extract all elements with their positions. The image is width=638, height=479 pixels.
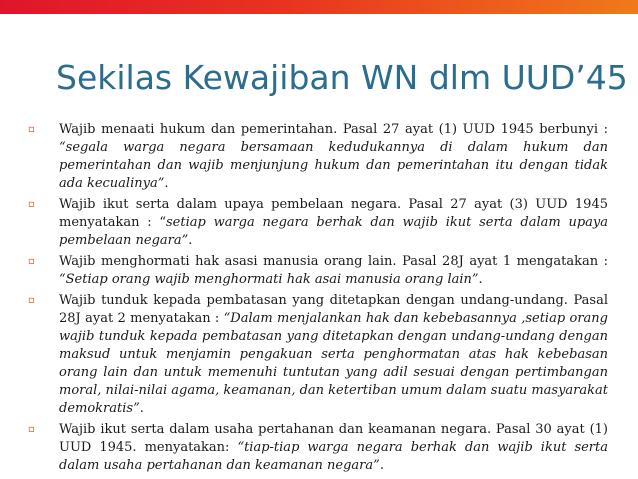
bullet-item-1 (28, 121, 608, 193)
bullet-square-icon: ▫ (28, 199, 35, 210)
bullet-item-3 (28, 253, 608, 289)
bullet-2-quote: setiap warga negara berhak dan wajib ikut serta dalam upaya pembelaan negara” (59, 215, 609, 248)
bullet-square-icon: ▫ (28, 295, 35, 306)
bullet-item-4 (28, 292, 608, 418)
bullet-square-icon: ▫ (28, 124, 35, 135)
bullet-3-quote: “Setiap orang wajib menghormati hak asai manusia orang lain” (59, 272, 479, 287)
bullet-square-icon: ▫ (28, 256, 35, 267)
bullet-5-quote: “tiap-tiap warga negara berhak dan wajib ikut serta dalam usaha pertahanan dan keamanan negara” (59, 440, 608, 473)
bullet-4-text: Wajib tunduk kepada pembatasan yang ditetapkan dengan undang-undang. Pasal 28J ayat 2 menyatakan : (59, 293, 608, 326)
bullet-3-tail: . (478, 272, 483, 287)
bullet-1-text: Wajib menaati hukum dan pemerintahan. Pasal 27 ayat (1) UUD 1945 berbunyi : (59, 122, 608, 137)
bullet-5-tail: . (379, 458, 384, 473)
bullet-item-2 (28, 196, 608, 250)
bullet-2-text: Wajib ikut serta dalam upaya pembelaan negara. Pasal 27 ayat (3) UUD 1945 menyatakan : “ (59, 197, 608, 230)
bullet-4-quote: “Dalam menjalankan hak dan kebebasannya ,setiap orang wajib tunduk kepada pembatasan yang ditetapkan dengan undang-undang dengan maksud untuk menjamin pengakuan serta penghormatan atas hak kebebasan orang lain dan untuk memenuhi tuntutan yang adil sesuai dengan pertimbangan moral, nilai-nilai agama, keamanan, dan ketertiban umum dalam suatu masyarakat demokratis” (59, 311, 608, 416)
slide-title: Sekilas Kewajiban WN dlm UUD’45 (56, 58, 628, 97)
bullet-2-tail: . (188, 233, 193, 248)
bullet-list (28, 121, 608, 478)
bullet-square-icon: ▫ (28, 424, 35, 435)
bullet-5-text: Wajib ikut serta dalam usaha pertahanan dan keamanan negara. Pasal 30 ayat (1) UUD 1945. menyatakan: (59, 422, 608, 455)
bullet-item-5 (28, 421, 608, 475)
bullet-4-tail: . (139, 401, 144, 416)
bullet-1-tail: . (164, 176, 169, 191)
bullet-1-quote: “segala warga negara bersamaan kedudukannya di dalam hukum dan pemerintahan dan wajib menjunjung hukum dan pemerintahan itu dengan tidak ada kecualinya” (59, 140, 608, 191)
bullet-3-text: Wajib menghormati hak asasi manusia orang lain. Pasal 28J ayat 1 mengatakan : (59, 254, 608, 269)
top-accent-bar (0, 0, 638, 14)
